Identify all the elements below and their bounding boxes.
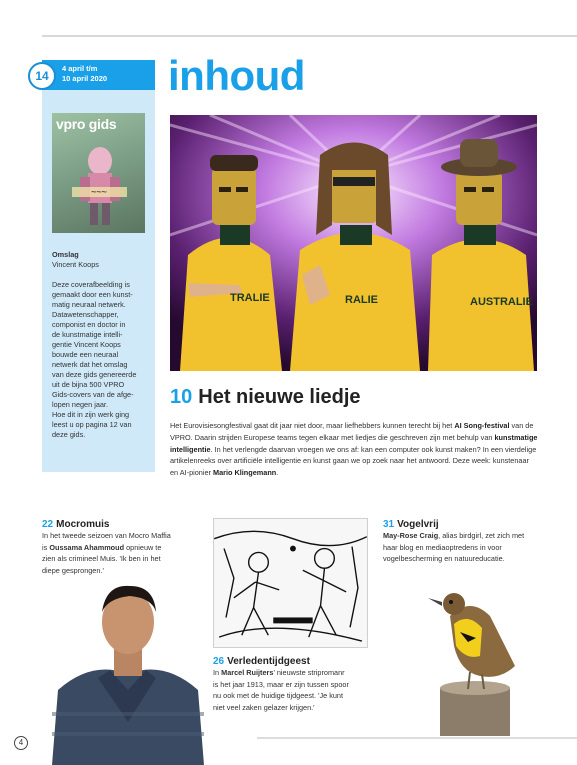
svg-text:RALIE: RALIE — [345, 294, 378, 306]
cover-magazine-title: vpro gids — [56, 116, 117, 132]
main-story-bold-1: AI Song-festival — [454, 421, 510, 430]
comic-drawing-illustration — [213, 518, 368, 648]
cover-caption-body: Deze coverafbeelding is gemaakt door een kunst- matig neuraal netwerk. Datawetenschapper, componist en doctor in de kunstmatige intelli- gentie Vincent Koops bouwde een neuraal netwerk dat het omslag van deze gids genereerde uit de bijna 500 VPRO Gids-covers van de afge- lopen negen jaar. Hoe dit in zijn werk ging leest u op pagina 12 van deze gids. — [52, 280, 137, 439]
teaser-verledentijdgeest[interactable] — [213, 656, 373, 713]
date-line-1: 4 april t/m — [62, 64, 98, 73]
cover-ai-figure-illustration — [72, 143, 127, 228]
page-number: 4 — [14, 736, 28, 750]
top-rule — [42, 35, 577, 37]
main-story-body: Het Eurovisiesongfestival gaat dit jaar niet door, maar liefhebbers kunnen terecht bij het AI Song-festival van de VPRO. Daarin strijden Europese teams tegen elkaar met liedjes die geschreven zijn met behulp van kunstmatige intelligentie. In het verlengde daarvan vroegen we ons af: kan een computer ook kunst maken? In een vierdelige artikelenreeks over artificiële intelligentie en kunst gaan we op zoek naar het antwoord. Deze week: kunstenaar en AI-pionier Mario Klingemann. — [170, 421, 538, 478]
svg-text:AUSTRALIE: AUSTRALIE — [470, 296, 533, 308]
teaser-mocromuis[interactable] — [42, 519, 187, 576]
verledentijdgeest-text: In Marcel Ruijters' nieuwste stripromanr is het jaar 1913, maar er zijn tussen spoor nu ook met de huidige tijdgeest. 'Je kunt niet veel zaken gelazer krijgen.' — [213, 668, 349, 712]
date-bar — [42, 60, 155, 90]
meadowlark-bird-photo — [420, 576, 540, 736]
hero-photo-masked-musicians[interactable] — [170, 115, 537, 371]
main-story-heading[interactable] — [170, 386, 361, 409]
mocromuis-text: In het tweede seizoen van Mocro Maffia is Oussama Ahammoud opnieuw te zien als crimineel Muis. 'Ik ben in het diepe gesprongen.' — [42, 531, 171, 575]
svg-text:~~~: ~~~ — [91, 187, 107, 197]
bottom-rule — [257, 737, 577, 739]
teaser-vogelvrij[interactable] — [383, 519, 533, 565]
cover-caption — [52, 250, 152, 440]
svg-text:TRALIE: TRALIE — [230, 292, 270, 304]
cover-caption-author: Vincent Koops — [52, 260, 99, 269]
cover-caption-title: Omslag — [52, 250, 79, 259]
vogelvrij-heading: 31 Vogelvrij — [383, 519, 439, 530]
actor-portrait-photo — [52, 572, 204, 765]
verledentijdgeest-heading: 26 Verledentijdgeest — [213, 656, 310, 667]
issue-number-badge: 14 — [28, 62, 56, 90]
vogelvrij-text: May-Rose Craig, alias birdgirl, zet zich met haar blog en mediaoptredens in voor vogelbescherming en natuureducatie. — [383, 531, 525, 564]
page-title: inhoud — [168, 52, 305, 99]
main-story-page-number: 10 — [170, 386, 193, 408]
cover-thumbnail[interactable] — [52, 113, 145, 233]
main-story-bold-2: kunstmatige intelligentie — [170, 432, 538, 454]
main-story-title: Het nieuwe liedje — [198, 386, 361, 408]
date-line-2: 10 april 2020 — [62, 74, 108, 83]
mocromuis-heading: 22 Mocromuis — [42, 519, 110, 530]
main-story-bold-3: Mario Klingemann — [213, 468, 277, 478]
